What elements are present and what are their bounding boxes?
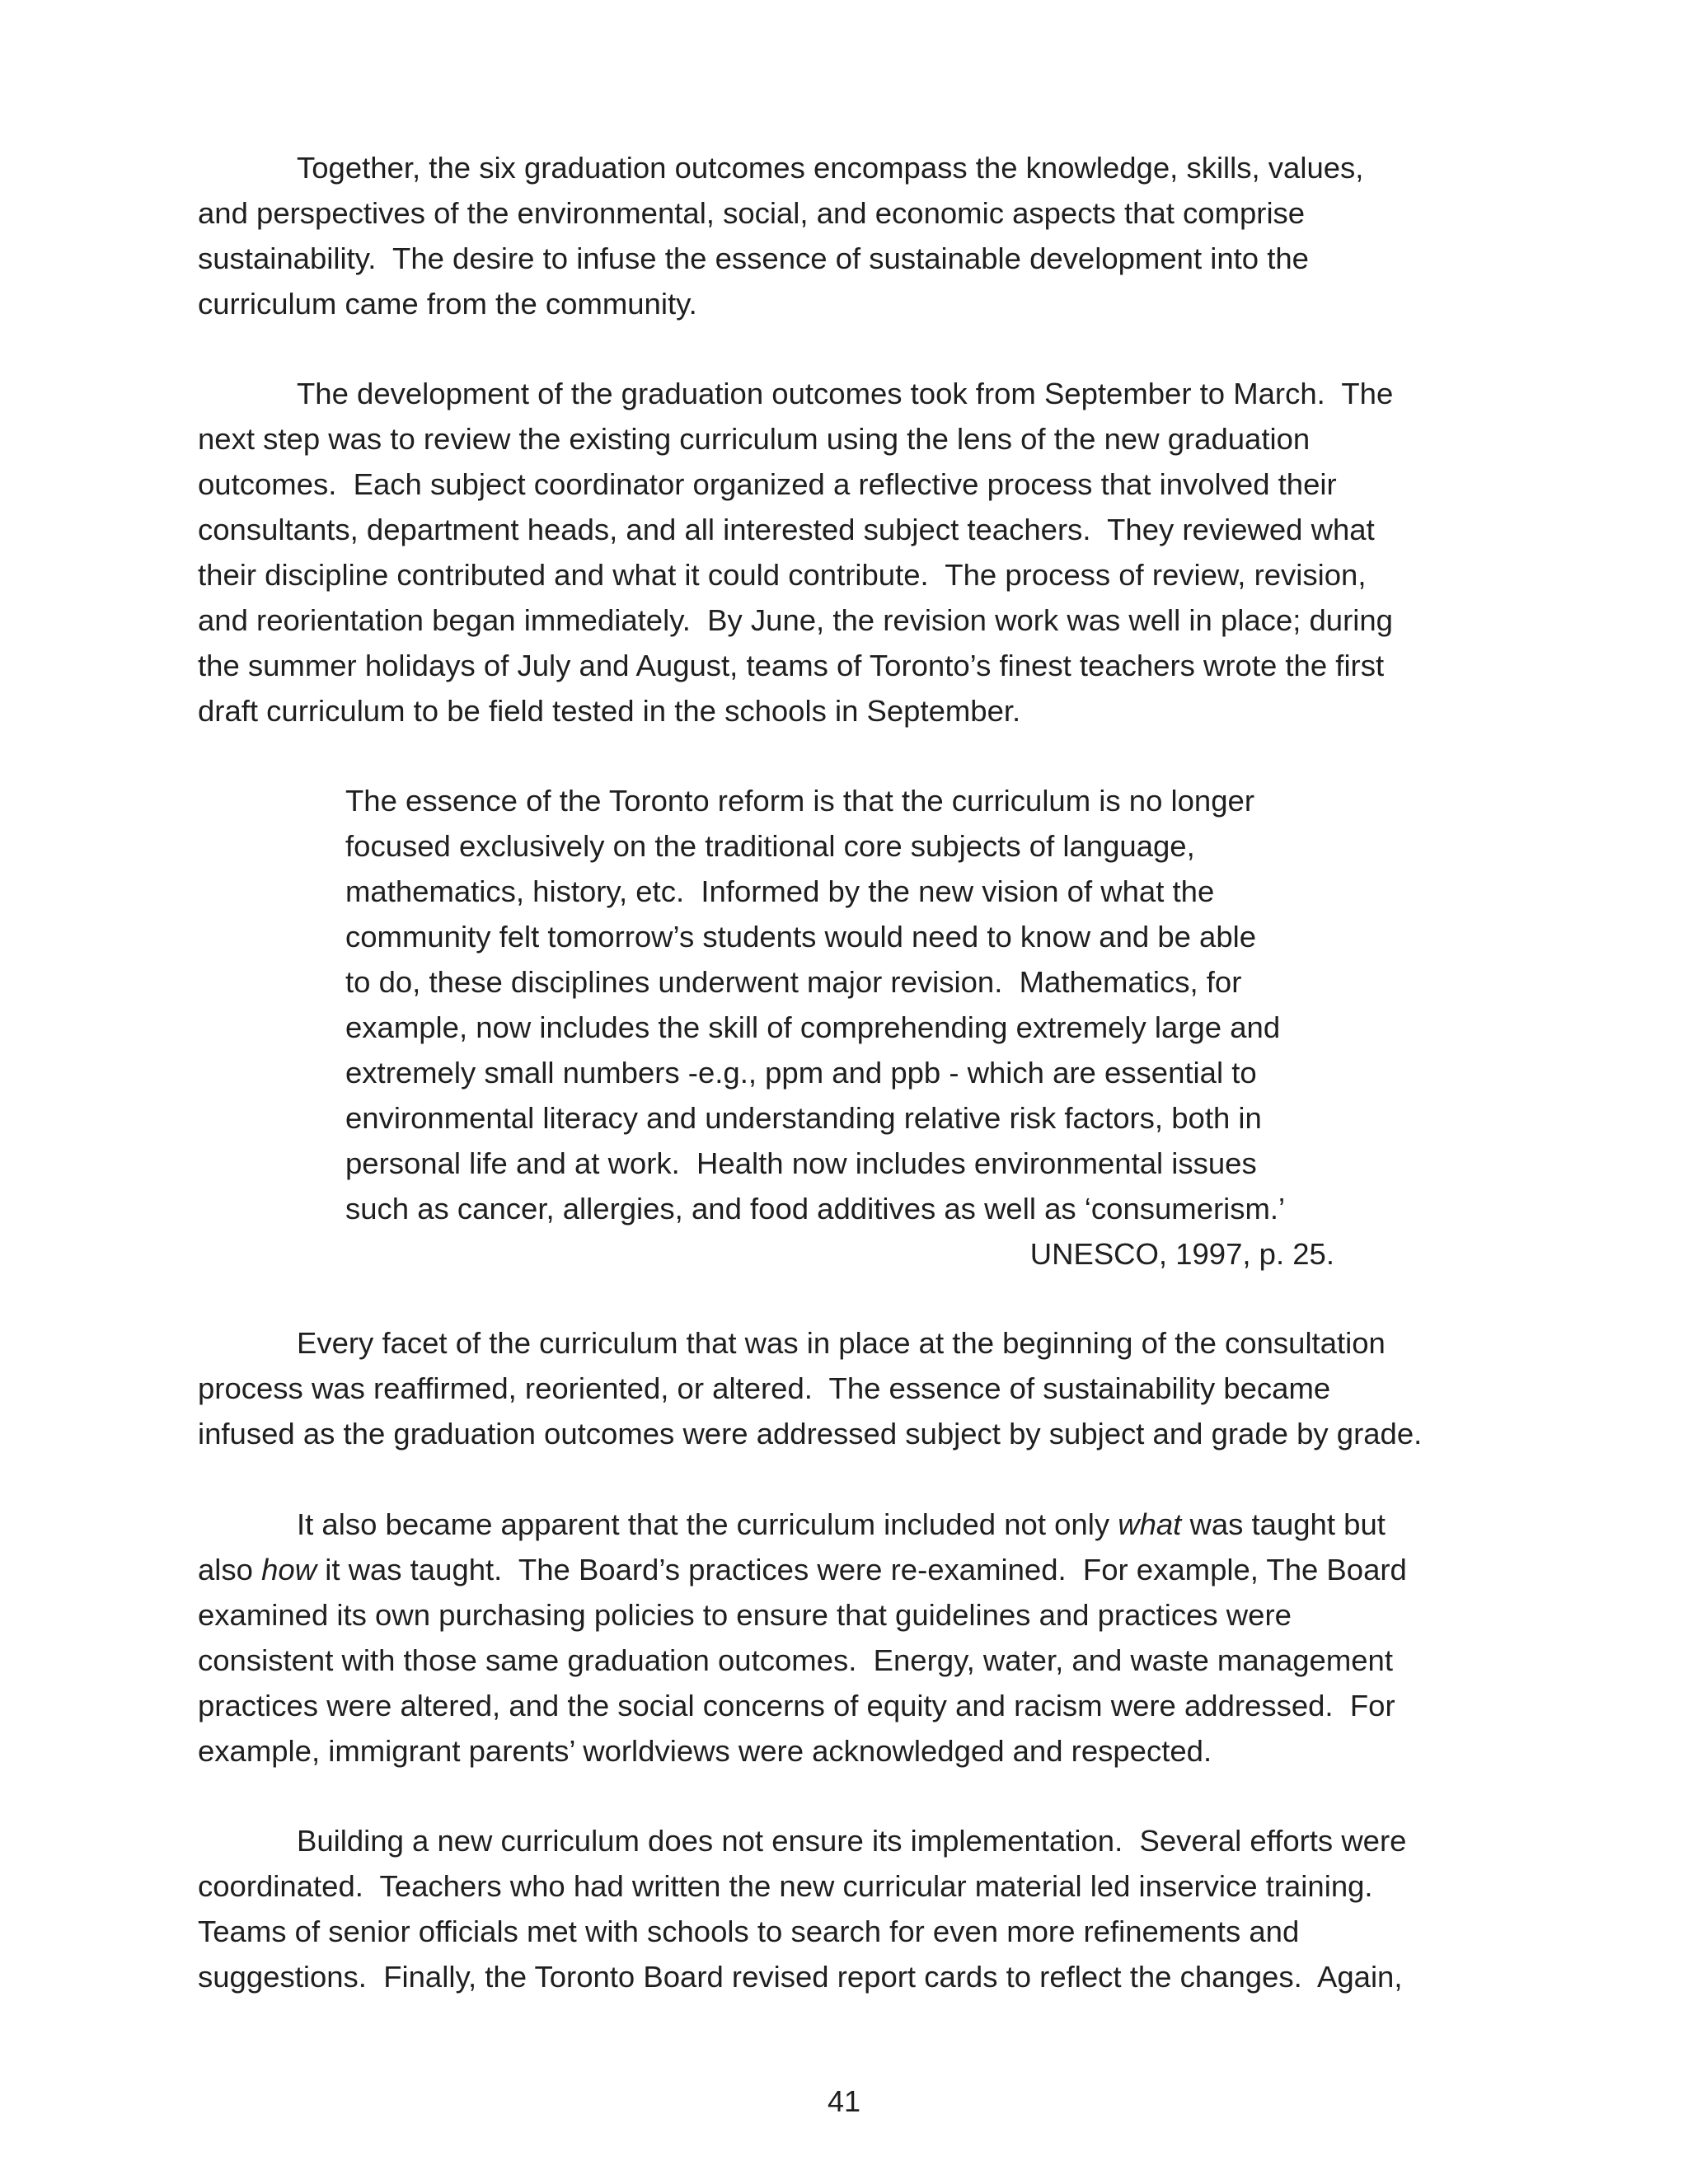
text-line: process was reaffirmed, reoriented, or altered. The essence of sustainability became: [198, 1371, 1331, 1405]
text-line: examined its own purchasing policies to ensure that guidelines and practices were: [198, 1598, 1292, 1632]
quote-line: mathematics, history, etc. Informed by the new vision of what the: [345, 874, 1215, 908]
paragraph-5: [198, 1818, 1517, 1999]
text-line: outcomes. Each subject coordinator organized a reflective process that involved their: [198, 467, 1337, 501]
quote-line: such as cancer, allergies, and food additives as well as ‘consumerism.’: [345, 1192, 1286, 1226]
text-segment: it was taught. The Board’s practices were re-examined. For example, The Board: [316, 1553, 1407, 1586]
emphasis-how: how: [261, 1553, 317, 1586]
emphasis-what: what: [1118, 1507, 1182, 1541]
text-line: the summer holidays of July and August, teams of Toronto’s finest teachers wrote the first: [198, 649, 1385, 682]
text-line: curriculum came from the community.: [198, 287, 697, 321]
text-line: practices were altered, and the social concerns of equity and racism were addressed. For: [198, 1689, 1395, 1722]
quote-citation: UNESCO, 1997, p. 25.: [1029, 1237, 1334, 1271]
quote-line: community felt tomorrow’s students would need to know and be able: [345, 920, 1257, 954]
text-segment: It also became apparent that the curriculum included not only: [297, 1507, 1118, 1541]
block-quote: [345, 778, 1334, 1277]
page-number: 41: [827, 2084, 861, 2118]
quote-line: extremely small numbers -e.g., ppm and ppb - which are essential to: [345, 1056, 1257, 1090]
text-line: consistent with those same graduation outcomes. Energy, water, and waste management: [198, 1643, 1393, 1677]
quote-line: personal life and at work. Health now includes environmental issues: [345, 1146, 1257, 1180]
text-segment: also: [198, 1553, 262, 1586]
quote-line: The essence of the Toronto reform is that the curriculum is no longer: [345, 784, 1254, 818]
text-line: sustainability. The desire to infuse the essence of sustainable development into the: [198, 241, 1309, 275]
text-line: The development of the graduation outcomes took from September to March. The: [297, 377, 1394, 410]
quote-line: to do, these disciplines underwent major revision. Mathematics, for: [345, 965, 1242, 999]
paragraph-3: [198, 1320, 1517, 1456]
text-line: Teams of senior officials met with schools to search for even more refinements and: [198, 1915, 1300, 1948]
text-line: draft curriculum to be field tested in the schools in September.: [198, 694, 1021, 728]
paragraph-4: [198, 1502, 1517, 1774]
text-line: coordinated. Teachers who had written the new curricular material led inservice training.: [198, 1869, 1373, 1903]
text-line: and reorientation began immediately. By June, the revision work was well in place; during: [198, 603, 1393, 637]
text-line: [198, 1502, 1517, 1547]
paragraph-2: [198, 371, 1517, 733]
quote-line: example, now includes the skill of comprehending extremely large and: [345, 1010, 1281, 1044]
text-line: Every facet of the curriculum that was in place at the beginning of the consultation: [297, 1326, 1386, 1360]
quote-line: focused exclusively on the traditional core subjects of language,: [345, 829, 1195, 863]
text-line: Together, the six graduation outcomes encompass the knowledge, skills, values,: [297, 151, 1364, 185]
paragraph-1: [198, 145, 1517, 326]
quote-line: environmental literacy and understanding relative risk factors, both in: [345, 1101, 1262, 1135]
text-line: suggestions. Finally, the Toronto Board revised report cards to reflect the changes. Again,: [198, 1960, 1403, 1994]
text-line: infused as the graduation outcomes were addressed subject by subject and grade by grade.: [198, 1417, 1423, 1451]
text-segment: was taught but: [1181, 1507, 1386, 1541]
text-line: and perspectives of the environmental, social, and economic aspects that comprise: [198, 196, 1306, 230]
text-line: example, immigrant parents’ worldviews were acknowledged and respected.: [198, 1734, 1212, 1768]
text-line: consultants, department heads, and all interested subject teachers. They reviewed what: [198, 513, 1375, 546]
text-line: next step was to review the existing curriculum using the lens of the new graduation: [198, 422, 1311, 456]
text-line: [198, 1547, 1517, 1592]
text-line: Building a new curriculum does not ensure its implementation. Several efforts were: [297, 1824, 1407, 1858]
text-line: their discipline contributed and what it could contribute. The process of review, revision,: [198, 558, 1367, 592]
